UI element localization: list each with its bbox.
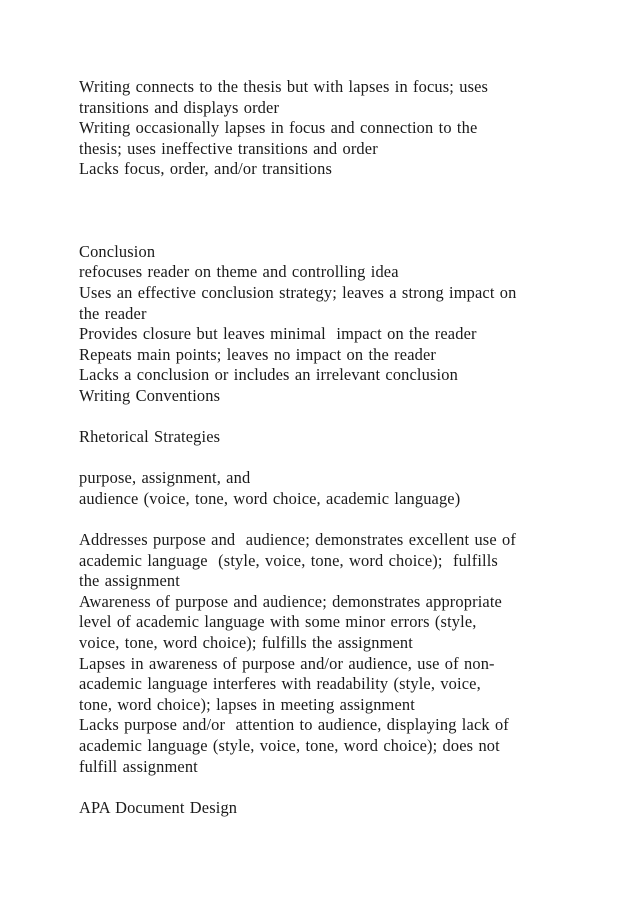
- text-line: transitions and displays order: [79, 97, 280, 117]
- text-line: the assignment: [79, 571, 180, 591]
- text-line: Lacks purpose and/or attention to audience, displaying lack of: [79, 715, 509, 735]
- text-line: tone, word choice); lapses in meeting assignment: [79, 694, 415, 714]
- section-heading-rhetorical-strategies: Rhetorical Strategies: [79, 427, 221, 447]
- text-line: Lapses in awareness of purpose and/or audience, use of non-: [79, 653, 495, 673]
- text-line: Repeats main points; leaves no impact on the reader: [79, 344, 437, 364]
- text-line: purpose, assignment, and: [79, 468, 251, 488]
- section-heading-apa-document-design: APA Document Design: [79, 797, 238, 817]
- blank-line: [79, 509, 619, 530]
- text-line: academic language (style, voice, tone, word choice); does not: [79, 736, 500, 755]
- blank-line: [79, 448, 619, 469]
- text-line: Lacks focus, order, and/or transitions: [79, 159, 333, 179]
- text-line: thesis; uses ineffective transitions and order: [79, 138, 378, 158]
- text-line: fulfill assignment: [79, 756, 198, 776]
- text-line: level of academic language with some minor errors (style,: [79, 612, 477, 632]
- text-line: Lacks a conclusion or includes an irrelevant conclusion: [79, 365, 458, 385]
- text-line: academic language interferes with readability (style, voice,: [79, 674, 481, 694]
- text-line: audience (voice, tone, word choice, academic language): [79, 488, 461, 508]
- text-line: refocuses reader on theme and controlling idea: [79, 262, 399, 282]
- text-line: voice, tone, word choice); fulfills the assignment: [79, 633, 413, 653]
- blank-line: [79, 407, 619, 428]
- blank-line: [79, 221, 619, 242]
- blank-line: [79, 777, 619, 798]
- document-body: [79, 77, 619, 818]
- text-line: the reader: [79, 303, 147, 323]
- blank-line: [79, 180, 619, 201]
- blank-line: [79, 201, 619, 222]
- section-heading-writing-conventions: Writing Conventions: [79, 385, 221, 405]
- text-line: Addresses purpose and audience; demonstrates excellent use of: [79, 530, 516, 550]
- text-line: Uses an effective conclusion strategy; leaves a strong impact on: [79, 282, 517, 302]
- text-line: Provides closure but leaves minimal impact on the reader: [79, 324, 477, 344]
- text-line: Writing occasionally lapses in focus and connection to the: [79, 118, 478, 138]
- section-heading-conclusion: Conclusion: [79, 241, 156, 261]
- text-line: Writing connects to the thesis but with lapses in focus; uses: [79, 77, 489, 96]
- text-line: academic language (style, voice, tone, word choice); fulfills: [79, 550, 498, 570]
- text-line: Awareness of purpose and audience; demonstrates appropriate: [79, 591, 502, 611]
